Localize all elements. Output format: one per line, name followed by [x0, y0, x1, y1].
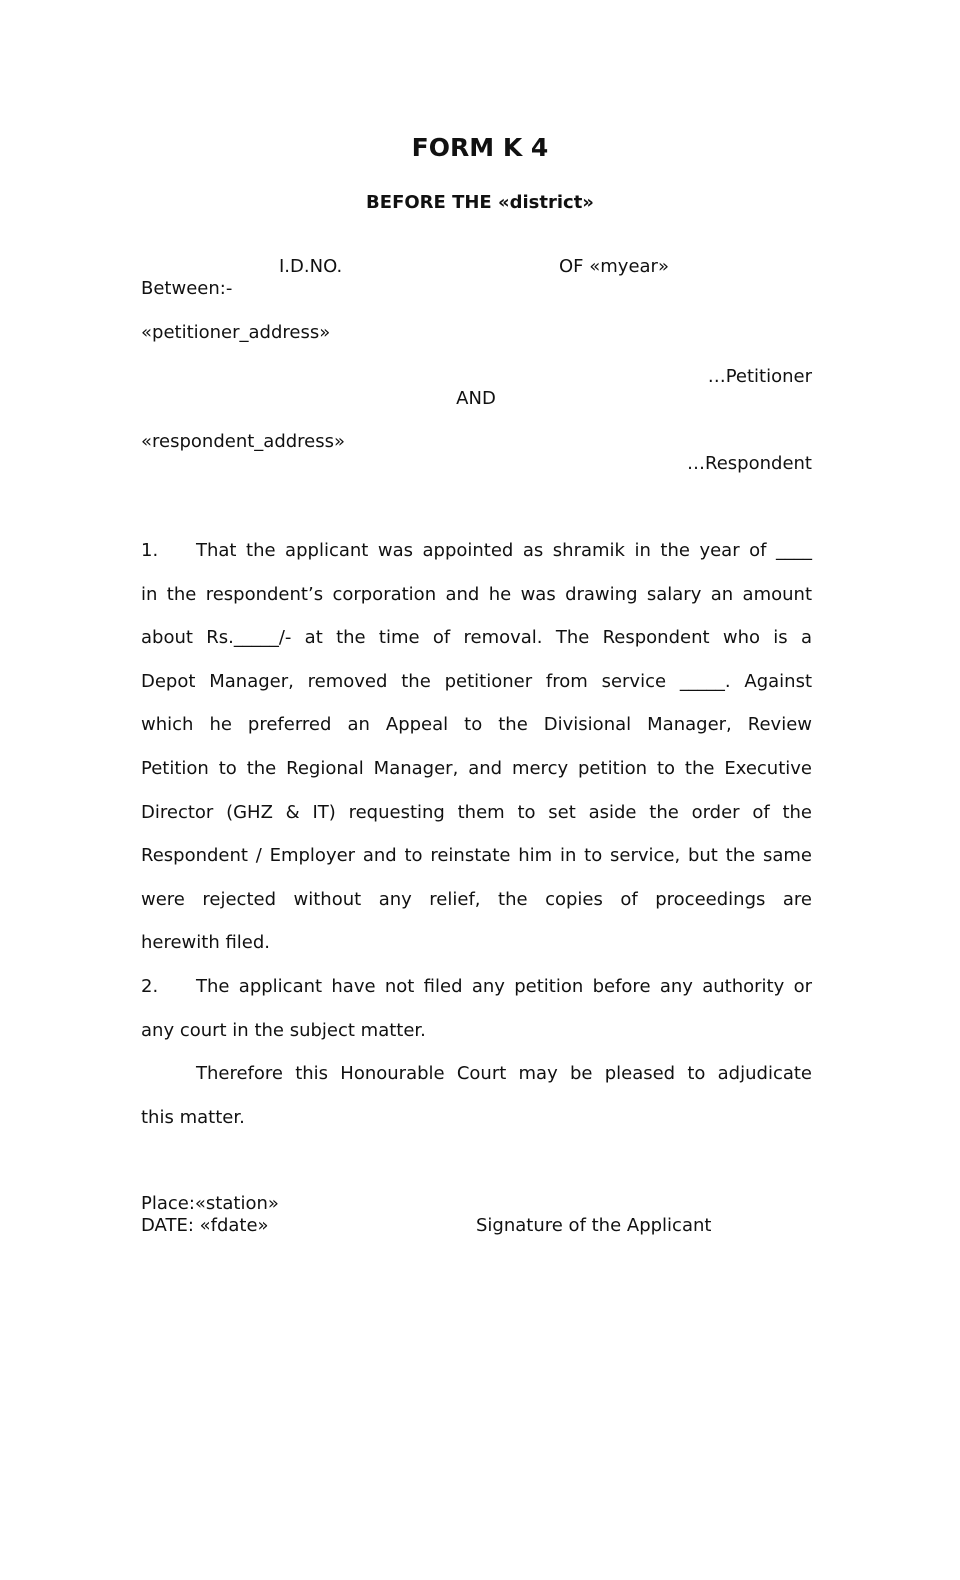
date-field: DATE: «fdate»	[141, 1215, 269, 1236]
paragraph-1-line: about Rs._____/- at the time of removal. The Respondent who is a	[141, 627, 812, 649]
place-field: Place:«station»	[141, 1193, 279, 1214]
paragraph-2	[141, 965, 812, 1052]
petitioner-label: …Petitioner	[707, 366, 812, 387]
paragraph-3-text: Therefore this Honourable Court may be pleased to adjudicate	[196, 1063, 812, 1085]
paragraph-1-line: which he preferred an Appeal to the Divisional Manager, Review	[141, 714, 812, 736]
paragraph-1-line: were rejected without any relief, the copies of proceedings are	[141, 888, 812, 910]
between-label: Between:-	[141, 278, 233, 299]
paragraph-1	[141, 529, 812, 965]
id-no-label: I.D.NO.	[279, 256, 343, 277]
paragraph-1-line: Director (GHZ & IT) requesting them to set aside the order of the	[141, 801, 812, 823]
paragraph-2-line	[141, 965, 812, 1009]
respondent-address: «respondent_address»	[141, 431, 346, 452]
paragraph-number: 1.	[141, 540, 159, 561]
paragraph-2-line: any court in the subject matter.	[141, 1019, 426, 1041]
court-heading: BEFORE THE «district»	[366, 192, 594, 213]
paragraph-1-text: That the applicant was appointed as shramik in the year of ____	[196, 540, 812, 561]
of-year-label: OF «myear»	[559, 256, 669, 277]
and-label: AND	[456, 388, 496, 409]
paragraph-1-line: Petition to the Regional Manager, and mercy petition to the Executive	[141, 757, 812, 779]
petitioner-address: «petitioner_address»	[141, 322, 331, 343]
paragraph-number: 2.	[141, 975, 159, 997]
paragraph-3-line	[141, 1052, 812, 1096]
respondent-label: …Respondent	[687, 453, 812, 474]
signature-label: Signature of the Applicant	[476, 1215, 712, 1236]
petition-body	[141, 529, 812, 1139]
paragraph-2-text: The applicant have not filed any petition before any authority or	[196, 975, 812, 997]
paragraph-1-line	[141, 529, 812, 573]
paragraph-1-line: herewith filed.	[141, 932, 271, 954]
paragraph-1-line: Respondent / Employer and to reinstate him in to service, but the same	[141, 845, 812, 867]
paragraph-1-line: Depot Manager, removed the petitioner from service _____. Against	[141, 670, 812, 692]
paragraph-3-line: this matter.	[141, 1106, 245, 1128]
paragraph-1-line: in the respondent’s corporation and he was drawing salary an amount	[141, 583, 812, 605]
paragraph-3	[141, 1052, 812, 1139]
form-title: FORM K 4	[411, 133, 549, 162]
